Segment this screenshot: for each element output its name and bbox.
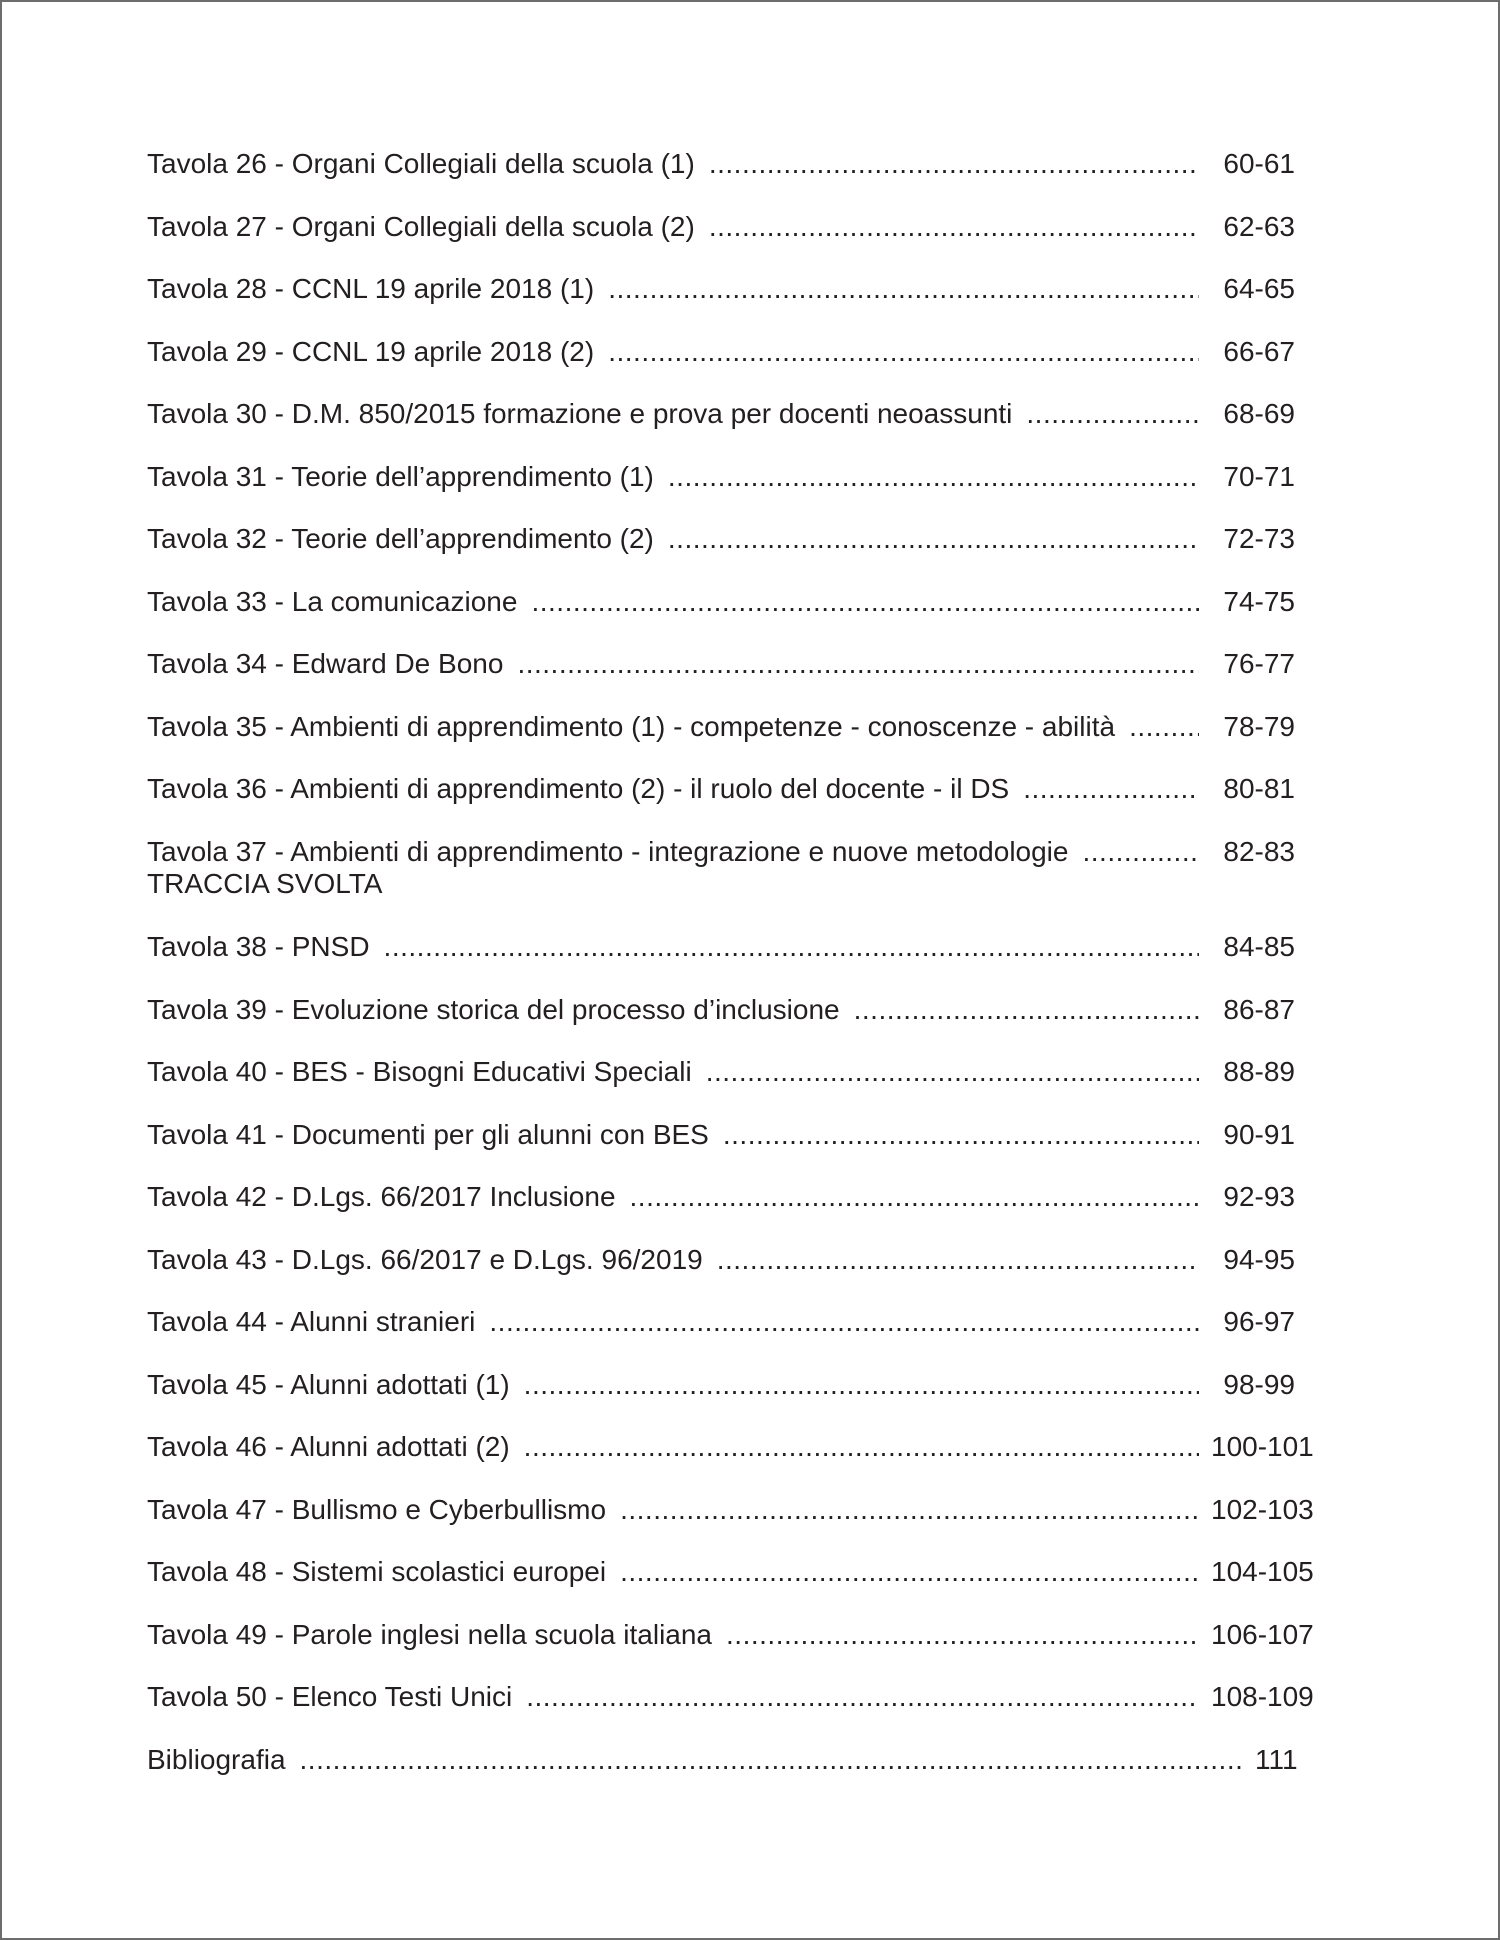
toc-entry-pages: 84-85: [1223, 931, 1295, 962]
toc-entry-tavola-39[interactable]: [147, 993, 1295, 1056]
toc-entry-title: Tavola 27 - Organi Collegiali della scuola (2): [147, 210, 695, 242]
dot-leader: [1082, 835, 1199, 869]
toc-entry-title: Tavola 39 - Evoluzione storica del processo d’inclusione: [147, 993, 840, 1025]
toc-entry-pages: 86-87: [1223, 993, 1295, 1025]
dot-leader: [384, 930, 1199, 964]
toc-entry-tavola-36[interactable]: [147, 772, 1295, 835]
toc-entry-pages: 92-93: [1223, 1181, 1295, 1212]
toc-entry-tavola-47[interactable]: [147, 1493, 1314, 1556]
dot-leader: [668, 522, 1199, 556]
toc-entry-tavola-35[interactable]: [147, 710, 1295, 773]
dot-leader: [524, 1368, 1199, 1402]
toc-entry-pages: 96-97: [1223, 1306, 1295, 1337]
toc-entry-title: Tavola 37 - Ambienti di apprendimento - integrazione e nuove metodologie: [147, 835, 1069, 867]
toc-entry-subtitle: TRACCIA SVOLTA: [147, 867, 383, 899]
toc-entry-pages: 66-67: [1223, 335, 1295, 367]
toc-entry-title: Tavola 38 - PNSD: [147, 931, 370, 962]
toc-entry-tavola-27[interactable]: [147, 210, 1295, 273]
toc-entry-title: Tavola 49 - Parole inglesi nella scuola italiana: [147, 1618, 713, 1650]
toc-entry-tavola-41[interactable]: [147, 1118, 1295, 1181]
toc-entry-pages: 76-77: [1223, 648, 1295, 679]
toc-entry-title: Tavola 31 - Teorie dell’apprendimento (1): [147, 460, 654, 492]
dot-leader: [1026, 397, 1199, 431]
dot-leader: [300, 1743, 1243, 1777]
toc-entry-title: Tavola 34 - Edward De Bono: [147, 648, 504, 679]
toc-entry-title: Tavola 28 - CCNL 19 aprile 2018 (1): [147, 273, 595, 304]
toc-entry-tavola-44[interactable]: [147, 1305, 1295, 1368]
toc-entry-title: Tavola 45 - Alunni adottati (1): [147, 1368, 510, 1400]
toc-entry-title: Tavola 48 - Sistemi scolastici europei: [147, 1556, 607, 1587]
dot-leader: [608, 272, 1199, 306]
toc-entry-pages: 68-69: [1223, 398, 1295, 429]
toc-entry-tavola-48[interactable]: [147, 1555, 1314, 1618]
toc-entry-title: Tavola 36 - Ambienti di apprendimento (2) - il ruolo del docente - il DS: [147, 773, 1010, 804]
dot-leader: [517, 647, 1199, 681]
toc-entry-tavola-46[interactable]: [147, 1430, 1314, 1493]
toc-entry-title: Tavola 46 - Alunni adottati (2): [147, 1431, 510, 1462]
dot-leader: [526, 1680, 1199, 1714]
toc-entry-pages: 108-109: [1211, 1681, 1314, 1712]
toc-entry-pages: 98-99: [1223, 1368, 1295, 1400]
toc-entry-tavola-30[interactable]: [147, 397, 1295, 460]
toc-entry-title: Tavola 47 - Bullismo e Cyberbullismo: [147, 1493, 607, 1525]
toc-entry-title: Tavola 30 - D.M. 850/2015 formazione e prova per docenti neoassunti: [147, 398, 1013, 429]
toc-entry-tavola-45[interactable]: [147, 1368, 1295, 1431]
toc-entry-pages: 100-101: [1211, 1431, 1314, 1462]
toc-entry-title: Tavola 44 - Alunni stranieri: [147, 1306, 476, 1337]
toc-entry-pages: 88-89: [1223, 1056, 1295, 1087]
toc-entry-pages: 106-107: [1211, 1618, 1314, 1650]
toc-entry-tavola-49[interactable]: [147, 1618, 1314, 1681]
toc-entry-title: Tavola 29 - CCNL 19 aprile 2018 (2): [147, 335, 595, 367]
toc-entry-pages: 94-95: [1223, 1243, 1295, 1275]
toc-entry-tavola-37[interactable]: [147, 835, 1295, 931]
toc-entry-tavola-26[interactable]: [147, 147, 1295, 210]
dot-leader: [630, 1180, 1199, 1214]
dot-leader: [608, 335, 1199, 369]
toc-entry-pages: 72-73: [1223, 523, 1295, 554]
dot-leader: [709, 147, 1199, 181]
toc-entry-pages: 74-75: [1223, 585, 1295, 617]
toc-entry-tavola-40[interactable]: [147, 1055, 1295, 1118]
toc-entry-pages: 111: [1255, 1743, 1298, 1775]
toc-entry-title: Bibliografia: [147, 1743, 286, 1775]
dot-leader: [1023, 772, 1199, 806]
toc-entry-title: Tavola 40 - BES - Bisogni Educativi Speciali: [147, 1056, 692, 1087]
toc-entry-pages: 82-83: [1223, 835, 1295, 867]
toc-entry-pages: 102-103: [1211, 1493, 1314, 1525]
dot-leader: [854, 993, 1199, 1027]
dot-leader: [726, 1618, 1199, 1652]
toc-entry-title: Tavola 41 - Documenti per gli alunni con BES: [147, 1118, 709, 1150]
toc-entry-pages: 104-105: [1211, 1556, 1314, 1587]
toc-entry-pages: 60-61: [1223, 148, 1295, 179]
toc-entry-tavola-33[interactable]: [147, 585, 1295, 648]
toc-entry-pages: 70-71: [1223, 460, 1295, 492]
toc-entry-tavola-29[interactable]: [147, 335, 1295, 398]
toc-entry-pages: 64-65: [1223, 273, 1295, 304]
toc-entry-tavola-42[interactable]: [147, 1180, 1295, 1243]
toc-entry-title: Tavola 26 - Organi Collegiali della scuola (1): [147, 148, 695, 179]
dot-leader: [531, 585, 1199, 619]
dot-leader: [668, 460, 1199, 494]
toc-entry-title: Tavola 32 - Teorie dell’apprendimento (2): [147, 523, 654, 554]
toc-entry-tavola-28[interactable]: [147, 272, 1295, 335]
toc-entry-title: Tavola 50 - Elenco Testi Unici: [147, 1681, 513, 1712]
toc-entry-tavola-50[interactable]: [147, 1680, 1314, 1743]
dot-leader: [489, 1305, 1199, 1339]
toc-entry-pages: 78-79: [1223, 710, 1295, 742]
dot-leader: [723, 1118, 1199, 1152]
toc-entry-tavola-38[interactable]: [147, 930, 1295, 993]
dot-leader: [709, 210, 1199, 244]
toc-entry-pages: 80-81: [1223, 773, 1295, 804]
toc-entry-title: Tavola 35 - Ambienti di apprendimento (1) - competenze - conoscenze - abilità: [147, 710, 1116, 742]
table-of-contents: [147, 147, 1314, 1805]
toc-entry-pages: 90-91: [1223, 1118, 1295, 1150]
dot-leader: [1129, 710, 1199, 744]
toc-entry-title: Tavola 43 - D.Lgs. 66/2017 e D.Lgs. 96/2019: [147, 1243, 703, 1275]
toc-entry-bibliografia[interactable]: [147, 1743, 1298, 1806]
dot-leader: [524, 1430, 1199, 1464]
dot-leader: [717, 1243, 1199, 1277]
toc-entry-title: Tavola 33 - La comunicazione: [147, 585, 518, 617]
toc-entry-tavola-34[interactable]: [147, 647, 1295, 710]
dot-leader: [620, 1555, 1199, 1589]
toc-entry-tavola-43[interactable]: [147, 1243, 1295, 1306]
dot-leader: [620, 1493, 1199, 1527]
toc-entry-tavola-32[interactable]: [147, 522, 1295, 585]
toc-entry-pages: 62-63: [1223, 210, 1295, 242]
dot-leader: [706, 1055, 1199, 1089]
toc-entry-tavola-31[interactable]: [147, 460, 1295, 523]
toc-entry-title: Tavola 42 - D.Lgs. 66/2017 Inclusione: [147, 1181, 616, 1212]
